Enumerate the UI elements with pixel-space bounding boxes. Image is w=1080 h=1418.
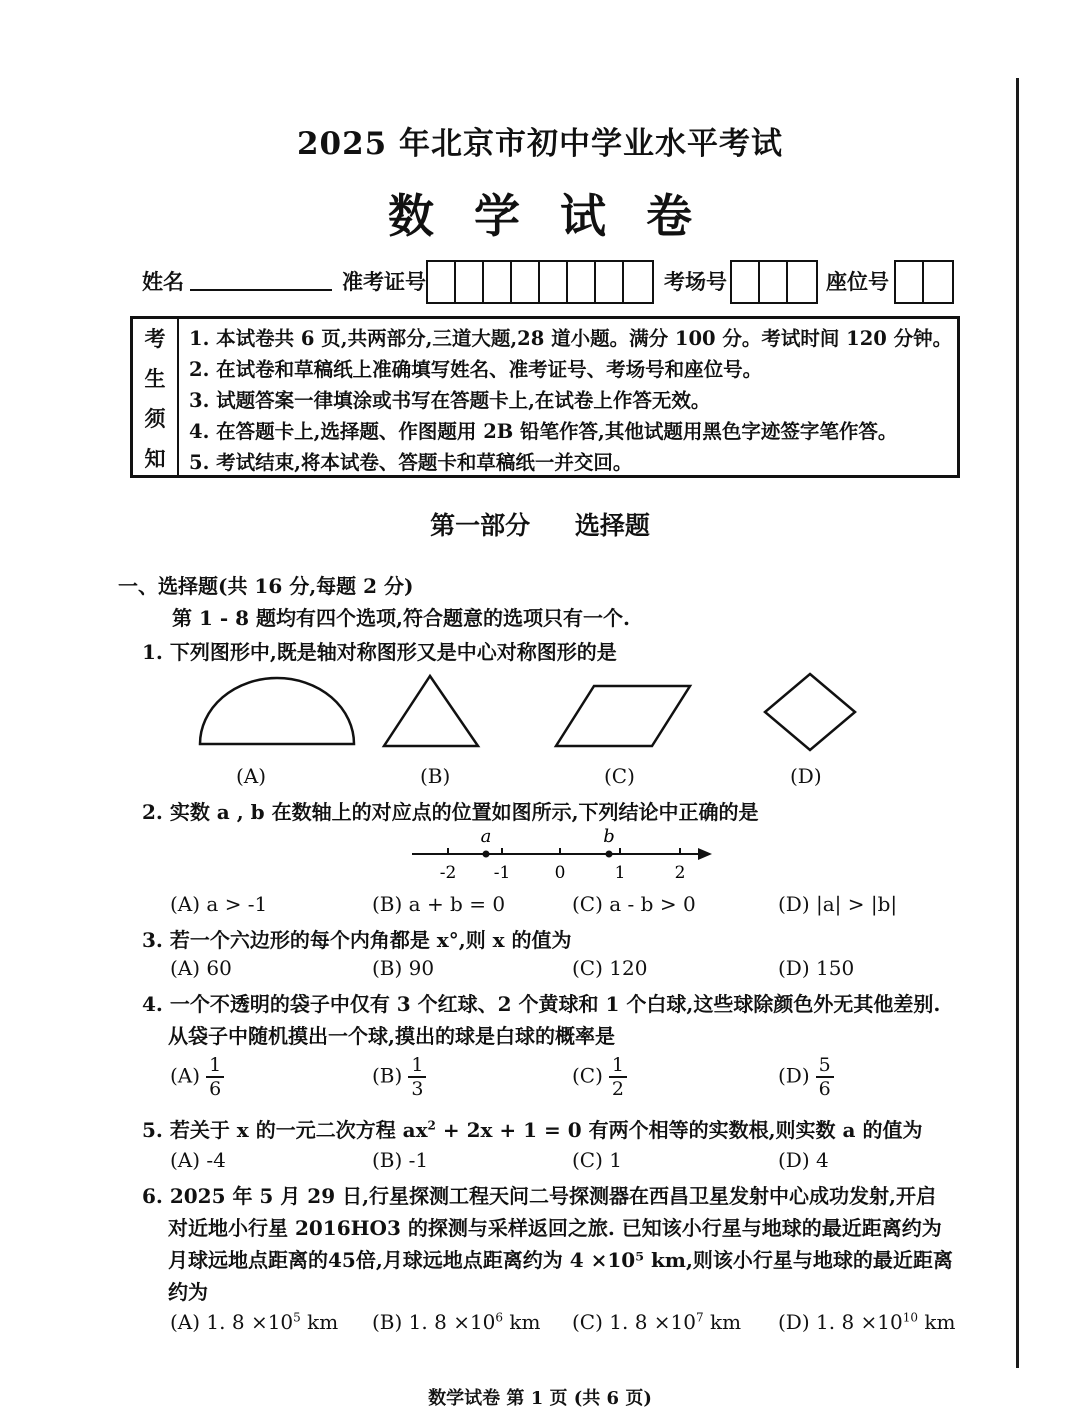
- q1-figures: [190, 670, 870, 760]
- question-6-text-3: 月球远地点距离的45倍,月球远地点距离约为 4 ×10⁵ km,则该小行星与地球的最近距离: [168, 1248, 953, 1272]
- q5-option-d[interactable]: (D) 4: [778, 1148, 829, 1172]
- semicircle-shape: [200, 678, 354, 744]
- notice-item: 4. 在答题卡上,选择题、作图题用 2B 铅笔作答,其他试题用黑色字迹签字笔作答。: [189, 420, 898, 443]
- q3-option-c[interactable]: (C) 120: [572, 956, 648, 980]
- q6-option-a[interactable]: (A) 1. $8 \times 10^5$ km: [170, 1310, 339, 1334]
- question-4-text-2: 从袋子中随机摸出一个球,摸出的球是白球的概率是: [168, 1024, 615, 1048]
- q1-label-a: (A): [236, 764, 267, 788]
- notice-item: 1. 本试卷共 6 页,共两部分,三道大题,28 道小题。满分 100 分。考试时间 120 分钟。: [189, 327, 953, 350]
- q3-option-b[interactable]: (B) 90: [372, 956, 435, 980]
- q4-option-c[interactable]: (C) $\frac{1}{2}$: [572, 1054, 627, 1100]
- notice-item: 2. 在试卷和草稿纸上准确填写姓名、准考证号、考场号和座位号。: [189, 358, 763, 381]
- exam-notice-box: [130, 316, 960, 478]
- q1-label-c: (C): [604, 764, 635, 788]
- q4-option-b[interactable]: (B) $\frac{1}{3}$: [372, 1054, 426, 1100]
- tick-label: -2: [439, 863, 457, 883]
- q5-option-a[interactable]: (A) -4: [170, 1148, 226, 1172]
- point-b-label: b: [603, 826, 615, 847]
- page-footer: 数学试卷 第 1 页 (共 6 页): [428, 1388, 652, 1409]
- q6-option-b[interactable]: (B) 1. $8 \times 10^6$ km: [372, 1310, 541, 1334]
- q6-option-d[interactable]: (D) 1. $8 \times 10^{10}$ km: [778, 1310, 956, 1334]
- section-instruction: 第 1 - 8 题均有四个选项,符合题意的选项只有一个.: [172, 606, 630, 630]
- q6-option-c[interactable]: (C) 1. $8 \times 10^7$ km: [572, 1310, 742, 1334]
- q2-option-c[interactable]: (C) a - b > 0: [572, 892, 696, 916]
- question-6-text: 6. 2025 年 5 月 29 日,行星探测工程天问二号探测器在西昌卫星发射中心成功发射,开启: [142, 1184, 936, 1208]
- question-6-text-4: 约为: [168, 1280, 208, 1304]
- name-input-line[interactable]: [190, 289, 332, 291]
- triangle-shape: [384, 676, 478, 746]
- question-3-text: 3. 若一个六边形的每个内角都是 x°,则 x 的值为: [142, 928, 572, 952]
- seat-label: 座位号: [826, 269, 889, 294]
- notice-side-label: 考 生 须 知: [133, 319, 179, 475]
- question-1-text: 1. 下列图形中,既是轴对称图形又是中心对称图形的是: [142, 640, 617, 664]
- room-label: 考场号: [664, 269, 727, 294]
- q3-option-d[interactable]: (D) 150: [778, 956, 855, 980]
- number-line: [400, 826, 730, 886]
- exam-title: 2025 年北京市初中学业水平考试: [296, 126, 784, 162]
- point-a-label: a: [480, 826, 492, 847]
- question-4-text: 4. 一个不透明的袋子中仅有 3 个红球、2 个黄球和 1 个白球,这些球除颜色外无其他差别.: [142, 992, 941, 1016]
- ticket-number-boxes[interactable]: [426, 260, 654, 304]
- tick-label: 0: [554, 863, 566, 883]
- q2-option-b[interactable]: (B) a + b = 0: [372, 892, 506, 916]
- diamond-shape: [765, 674, 855, 750]
- q4-option-d[interactable]: (D) $\frac{5}{6}$: [778, 1054, 834, 1100]
- q4-option-a[interactable]: (A) $\frac{1}{6}$: [170, 1054, 224, 1100]
- q2-option-a[interactable]: (A) a > -1: [170, 892, 268, 916]
- paper-title: 数学试卷: [388, 189, 732, 243]
- seat-number-boxes[interactable]: [894, 260, 954, 304]
- point-b: [606, 851, 613, 858]
- name-label: 姓名: [142, 269, 184, 294]
- room-number-boxes[interactable]: [730, 260, 818, 304]
- notice-item: 3. 试题答案一律填涂或书写在答题卡上,在试卷上作答无效。: [189, 389, 711, 412]
- q5-option-b[interactable]: (B) -1: [372, 1148, 429, 1172]
- tick-label: 1: [614, 863, 626, 883]
- q1-label-d: (D): [790, 764, 822, 788]
- tick-label: -1: [493, 863, 511, 883]
- q2-option-d[interactable]: (D) |a| > |b|: [778, 892, 898, 916]
- binding-margin-rule: [1016, 78, 1019, 1368]
- part-title: 第一部分 选择题: [430, 511, 650, 540]
- section-heading: 一、选择题(共 16 分,每题 2 分): [118, 574, 414, 598]
- question-6-text-2: 对近地小行星 2016HO3 的探测与采样返回之旅. 已知该小行星与地球的最近距离约为: [168, 1216, 942, 1240]
- question-5-text: 5. 若关于 x 的一元二次方程 $ax^2 + 2x + 1 = 0$ 有两个相等的实数根,则实数 a 的值为: [142, 1118, 923, 1142]
- question-2-text: 2. 实数 a , b 在数轴上的对应点的位置如图所示,下列结论中正确的是: [142, 800, 759, 824]
- tick-label: 2: [674, 863, 686, 883]
- point-a: [483, 851, 490, 858]
- parallelogram-shape: [556, 686, 690, 746]
- notice-item: 5. 考试结束,将本试卷、答题卡和草稿纸一并交回。: [189, 451, 633, 474]
- q5-option-c[interactable]: (C) 1: [572, 1148, 622, 1172]
- q1-label-b: (B): [420, 764, 451, 788]
- q3-option-a[interactable]: (A) 60: [170, 956, 232, 980]
- ticket-label: 准考证号: [342, 269, 426, 294]
